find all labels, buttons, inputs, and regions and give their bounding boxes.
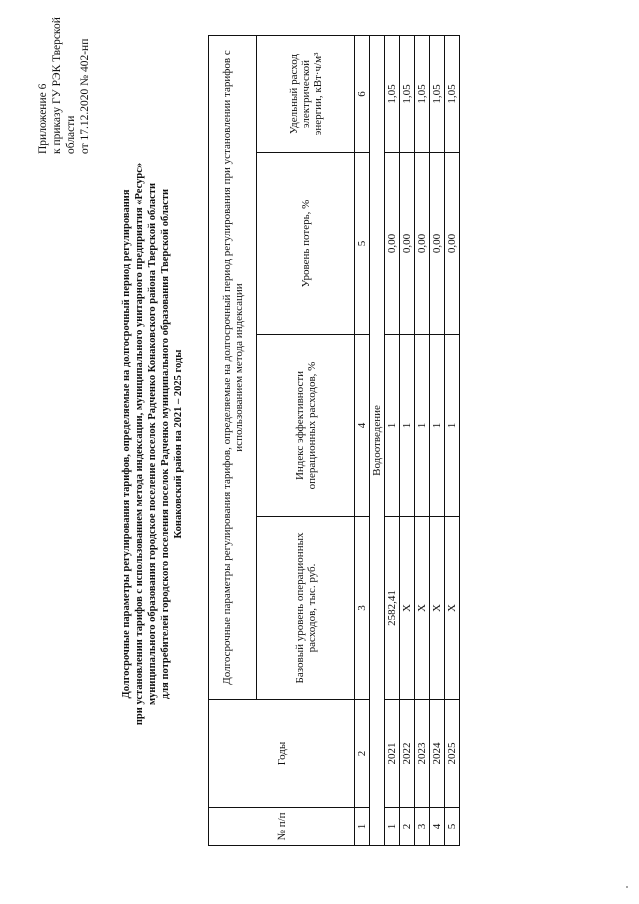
row-year: 2025 bbox=[445, 700, 460, 808]
row-base: X bbox=[400, 517, 415, 700]
row-num: 3 bbox=[415, 808, 430, 846]
row-eff: 1 bbox=[415, 335, 430, 517]
title-line-1: Долгосрочные параметры регулирования тарифов, определяемые на долгосрочный период регулирования bbox=[121, 189, 132, 699]
row-energy: 1,05 bbox=[385, 36, 400, 153]
row-base: 2582,41 bbox=[385, 517, 400, 700]
row-year: 2024 bbox=[430, 700, 445, 808]
row-year: 2021 bbox=[385, 700, 400, 808]
annex-line-2: к приказу ГУ РЭК Тверской области bbox=[51, 17, 77, 154]
col-number-1: 1 bbox=[355, 808, 370, 846]
row-eff: 1 bbox=[385, 335, 400, 517]
header-eff: Индекс эффективности операционных расходов, % bbox=[257, 335, 355, 517]
col-number-5: 5 bbox=[355, 153, 370, 335]
col-number-3: 3 bbox=[355, 517, 370, 700]
row-loss: 0,00 bbox=[415, 153, 430, 335]
row-loss: 0,00 bbox=[445, 153, 460, 335]
row-eff: 1 bbox=[430, 335, 445, 517]
row-energy: 1,05 bbox=[430, 36, 445, 153]
header-energy: Удельный расход электрической энергии, кВт·ч/м³ bbox=[257, 36, 355, 153]
section-label: Водоотведение bbox=[370, 36, 385, 846]
row-loss: 0,00 bbox=[400, 153, 415, 335]
parameters-table bbox=[208, 35, 460, 846]
row-num: 4 bbox=[430, 808, 445, 846]
row-energy: 1,05 bbox=[445, 36, 460, 153]
row-base: X bbox=[430, 517, 445, 700]
row-loss: 0,00 bbox=[385, 153, 400, 335]
col-number-4: 4 bbox=[355, 335, 370, 517]
title-line-4: для потребителей городского поселения поселок Радченко муниципального образования Тверской области bbox=[160, 188, 171, 700]
table-row bbox=[445, 36, 460, 846]
row-year: 2023 bbox=[415, 700, 430, 808]
row-energy: 1,05 bbox=[400, 36, 415, 153]
col-number-6: 6 bbox=[355, 36, 370, 153]
document-title bbox=[120, 44, 185, 844]
title-line-5: Конаковский район на 2021 – 2025 годы bbox=[173, 349, 184, 539]
header-base: Базовый уровень операционных расходов, тыс. руб. bbox=[257, 517, 355, 700]
annex-line-1: Приложение 6 bbox=[37, 83, 49, 154]
row-base: X bbox=[445, 517, 460, 700]
row-eff: 1 bbox=[445, 335, 460, 517]
row-num: 5 bbox=[445, 808, 460, 846]
table-row bbox=[385, 36, 400, 846]
header-num: № п/п bbox=[209, 808, 355, 846]
row-loss: 0,00 bbox=[430, 153, 445, 335]
title-line-3: муниципального образования городское поселение поселок Радченко Конаковского района Тверской области bbox=[147, 182, 158, 706]
row-num: 1 bbox=[385, 808, 400, 846]
table-row bbox=[430, 36, 445, 846]
scan-speck bbox=[626, 886, 628, 888]
header-years: Годы bbox=[209, 700, 355, 808]
row-base: X bbox=[415, 517, 430, 700]
row-num: 2 bbox=[400, 808, 415, 846]
annex-line-3: от 17.12.2020 № 402-нп bbox=[79, 38, 91, 154]
row-energy: 1,05 bbox=[415, 36, 430, 153]
title-line-2: при установлении тарифов с использованием метода индексации, муниципального унитарного предприятия «Ресурс» bbox=[134, 162, 145, 726]
header-row-group bbox=[209, 36, 257, 846]
row-eff: 1 bbox=[400, 335, 415, 517]
column-number-row bbox=[355, 36, 370, 846]
annex-block bbox=[36, 0, 92, 154]
row-year: 2022 bbox=[400, 700, 415, 808]
header-group: Долгосрочные параметры регулирования тарифов, определяемые на долгосрочный период регулирования при установлении тарифов с использованием метода индексации bbox=[209, 36, 257, 700]
col-number-2: 2 bbox=[355, 700, 370, 808]
table-row bbox=[415, 36, 430, 846]
section-row bbox=[370, 36, 385, 846]
header-loss: Уровень потерь, % bbox=[257, 153, 355, 335]
table-row bbox=[400, 36, 415, 846]
